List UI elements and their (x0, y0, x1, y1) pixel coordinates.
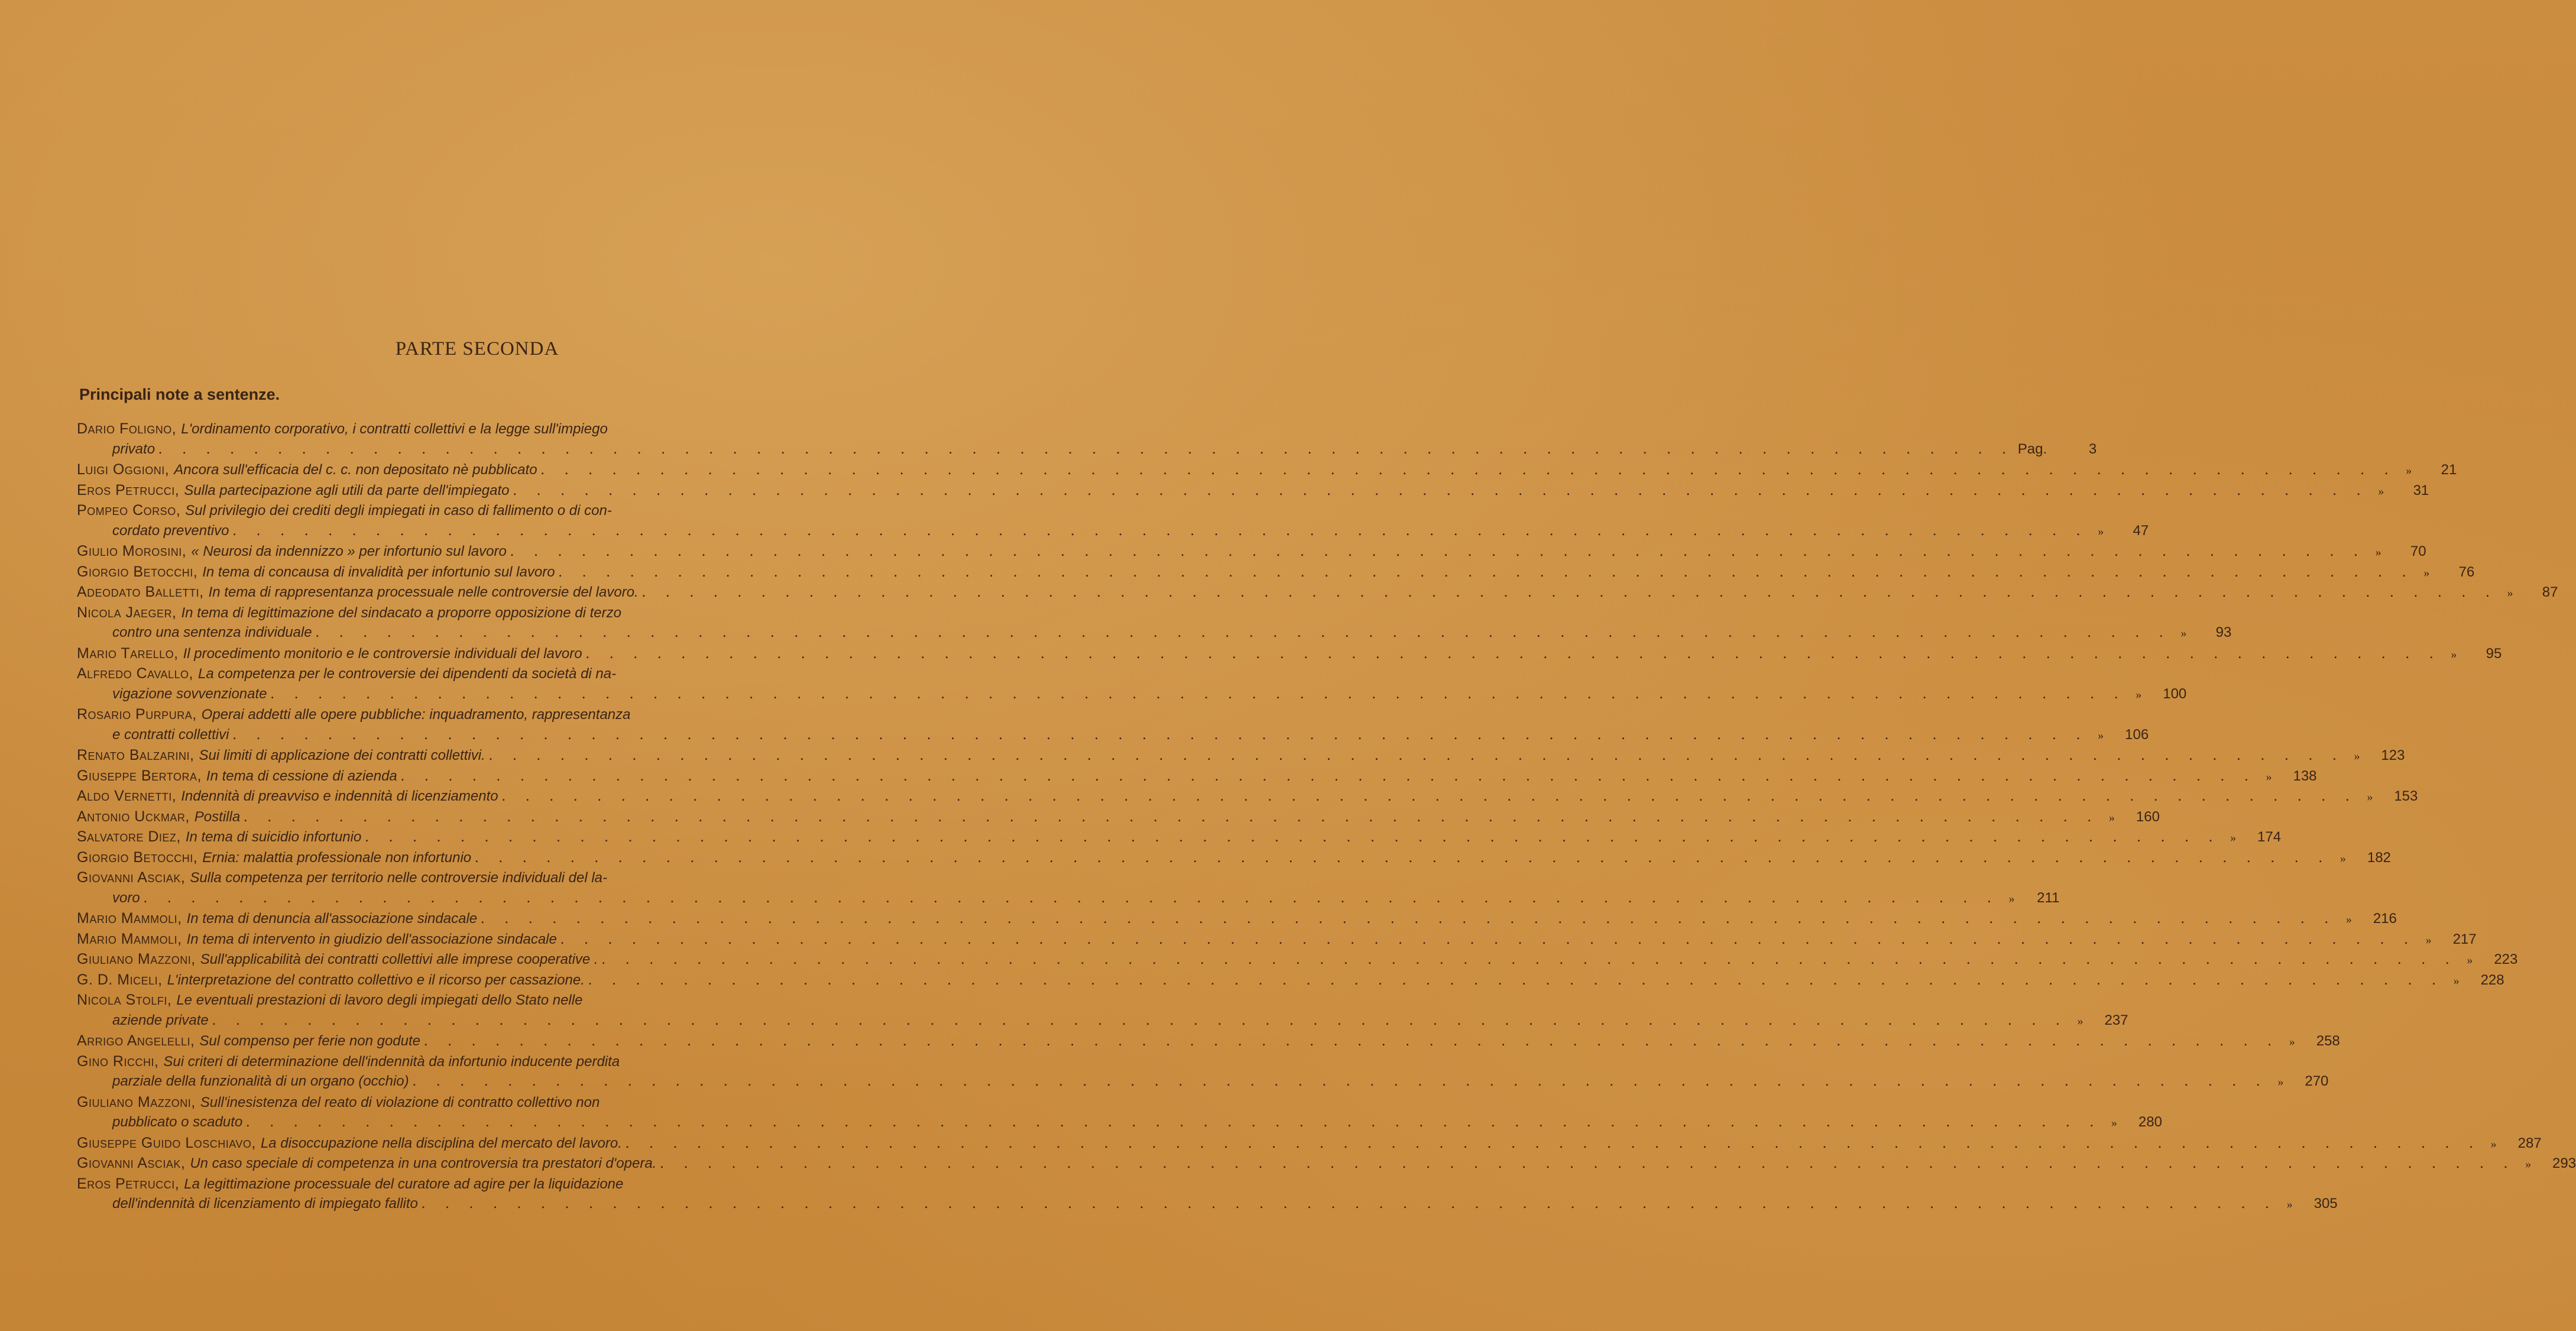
toc-title: dell'indennità di licenziamento di impiegato fallito (112, 1196, 418, 1212)
toc-entry-continuation-line (77, 888, 2060, 909)
toc-page-number: 70 (2410, 543, 2426, 559)
ditto-mark: » (2286, 1198, 2293, 1211)
toc-author: Aldo Vernetti, (77, 788, 177, 804)
dot-leader (212, 1011, 2068, 1031)
toc-title: aziende private (112, 1012, 209, 1028)
toc-title: Sui criteri di determinazione dell'indennità da infortunio inducente perdita (163, 1053, 620, 1070)
toc-title: Sul privilegio dei crediti degli impiegati in caso di fallimento o di con- (185, 503, 612, 519)
page-label: Pag. (2017, 441, 2047, 457)
ditto-mark: » (2467, 954, 2473, 967)
dot-leader (560, 930, 2416, 950)
toc-entry (77, 786, 2418, 807)
toc-entry (77, 1133, 2542, 1154)
toc-author: Renato Balzarini, (77, 747, 195, 763)
dot-leader (481, 909, 2337, 930)
toc-entry-first-line (77, 459, 2457, 480)
toc-title: voro (112, 889, 140, 906)
toc-entry (77, 1051, 2329, 1092)
toc-entry (77, 766, 2317, 786)
toc-entry-first-line (77, 949, 2518, 970)
ditto-mark: » (2111, 1116, 2117, 1129)
dot-leader (588, 970, 2444, 991)
dot-leader (510, 542, 2366, 562)
toc-author: Adeodato Balletti, (77, 584, 204, 600)
toc-page-number: 76 (2458, 564, 2475, 580)
toc-entry-continuation-line (77, 1112, 2162, 1133)
toc-entry-first-line (77, 970, 2504, 990)
toc-author: Eros Petrucci, (77, 481, 180, 498)
toc-title: Sui limiti di applicazione dei contratti collettivi. (199, 747, 485, 763)
table-of-contents (77, 419, 2576, 1215)
ditto-mark: » (2340, 851, 2346, 865)
ditto-mark: » (2367, 791, 2373, 804)
toc-title: In tema di intervento in giudizio dell'associazione sindacale (186, 931, 557, 947)
dot-leader (586, 644, 2442, 665)
toc-entry (77, 1031, 2340, 1051)
dot-leader (246, 1112, 2102, 1133)
dot-leader (244, 807, 2099, 828)
toc-page-number: 305 (2313, 1196, 2338, 1212)
toc-entry-first-line (77, 1031, 2340, 1051)
toc-author: Alfredo Cavallo, (77, 665, 193, 682)
toc-entry (77, 1092, 2162, 1133)
ditto-mark: » (2425, 933, 2432, 947)
toc-title: Sulla partecipazione agli utili da parte dell'impiegato (184, 482, 510, 498)
toc-page-number: 106 (2125, 726, 2149, 743)
ditto-mark: » (2136, 688, 2142, 701)
toc-entry-first-line (77, 582, 2558, 603)
toc-author: Giulio Morosini, (77, 543, 187, 559)
toc-entry-first-line (77, 1092, 845, 1113)
toc-entry-first-line (77, 704, 845, 725)
ditto-mark: » (2098, 524, 2104, 538)
ditto-mark: » (2453, 974, 2460, 987)
toc-author: Dario Foligno, (77, 420, 177, 437)
toc-author: Nicola Jaeger, (77, 604, 177, 621)
toc-page-number: 211 (2037, 889, 2060, 906)
toc-entry-first-line (77, 827, 2282, 847)
toc-page-number: 31 (2413, 482, 2429, 498)
toc-entry-first-line (77, 541, 2426, 562)
toc-entry-first-line (77, 867, 845, 888)
toc-author: Giuseppe Guido Loschiavo, (77, 1134, 256, 1151)
ditto-mark: » (2375, 546, 2381, 559)
toc-author: Luigi Oggioni, (77, 461, 170, 478)
toc-title: Sull'applicabilità dei contratti collettivi alle imprese cooperative . (200, 951, 598, 967)
part-title: PARTE SECONDA (395, 338, 559, 360)
ditto-mark: » (2378, 484, 2384, 498)
ditto-mark: » (2077, 1014, 2084, 1028)
toc-entry-first-line (77, 908, 2397, 929)
toc-author: Gino Ricchi, (77, 1053, 159, 1070)
toc-entry-first-line (77, 663, 845, 684)
toc-title: vigazione sovvenzionate (112, 685, 267, 702)
toc-entry (77, 929, 2477, 950)
toc-entry (77, 1153, 2576, 1174)
toc-title: Un caso speciale di competenza in una controversia tra prestatori d'opera. (190, 1155, 657, 1171)
ditto-mark: » (2525, 1158, 2532, 1171)
toc-entry (77, 582, 2558, 603)
dot-leader (401, 766, 2257, 787)
toc-title: L'ordinamento corporativo, i contratti collettivi e la legge sull'impiego (181, 421, 608, 437)
toc-author: Giuliano Mazzoni, (77, 951, 196, 967)
ditto-mark: » (2406, 464, 2412, 477)
dot-leader (158, 439, 2014, 460)
dot-leader (232, 725, 2088, 746)
toc-page-number: 3 (2088, 441, 2097, 457)
toc-entry-first-line (77, 766, 2317, 786)
toc-author: Giuliano Mazzoni, (77, 1093, 196, 1110)
toc-page-number: 123 (2381, 747, 2405, 763)
toc-entry (77, 603, 2232, 643)
toc-entry-first-line (77, 1153, 2576, 1174)
ditto-mark: » (2008, 892, 2015, 905)
toc-author: Giovanni Asciak, (77, 869, 186, 886)
toc-page-number: 228 (2480, 971, 2504, 988)
toc-entry-first-line (77, 990, 845, 1011)
toc-author: Mario Mammoli, (77, 930, 182, 947)
toc-title: Le eventuali prestazioni di lavoro degli impiegati dello Stato nelle (176, 992, 583, 1008)
toc-author: Giovanni Asciak, (77, 1155, 186, 1171)
ditto-mark: » (2423, 566, 2430, 579)
toc-author: Giorgio Betocchi, (77, 849, 198, 866)
toc-page-number: 287 (2517, 1135, 2542, 1151)
toc-entry-first-line (77, 847, 2391, 868)
ditto-mark: » (2490, 1137, 2497, 1151)
ditto-mark: » (2451, 647, 2457, 661)
toc-author: Arrigo Angelelli, (77, 1032, 195, 1049)
toc-entry-first-line (77, 1051, 845, 1072)
toc-entry-first-line (77, 480, 2429, 501)
toc-author: Nicola Stolfi, (77, 992, 172, 1008)
toc-entry-first-line (77, 562, 2475, 582)
toc-author: Mario Mammoli, (77, 910, 182, 927)
toc-page-number: 182 (2367, 849, 2391, 866)
toc-author: Mario Tarello, (77, 645, 179, 662)
toc-author: Eros Petrucci, (77, 1175, 180, 1192)
toc-page-number: 237 (2104, 1012, 2128, 1028)
toc-page-number: 138 (2293, 767, 2317, 784)
dot-leader (144, 888, 2000, 909)
toc-page-number: 87 (2542, 584, 2558, 600)
dot-leader (559, 562, 2415, 583)
toc-entry-first-line (77, 643, 2502, 664)
toc-entry (77, 949, 2518, 970)
dot-leader (424, 1031, 2280, 1052)
toc-title: pubblicato o scaduto (112, 1114, 243, 1130)
toc-author: Rosario Purpura, (77, 706, 197, 723)
toc-author: G. D. Miceli, (77, 971, 163, 988)
ditto-mark: » (2180, 627, 2187, 640)
ditto-mark: » (2098, 728, 2104, 742)
toc-entry-first-line (77, 419, 845, 439)
toc-page-number: 95 (2486, 645, 2502, 662)
ditto-mark: » (2345, 913, 2352, 926)
toc-entry-first-line (77, 1174, 845, 1194)
toc-title: In tema di legittimazione del sindacato a proporre opposizione di terzo (181, 604, 621, 621)
toc-page-number: 216 (2373, 911, 2397, 927)
dot-leader (513, 481, 2369, 501)
toc-entry-first-line (77, 786, 2418, 807)
toc-entry (77, 745, 2405, 766)
toc-page-number: 153 (2394, 788, 2418, 804)
toc-entry-continuation-line (77, 521, 2149, 542)
toc-author: Salvatore Diez, (77, 828, 181, 845)
toc-entry (77, 419, 2097, 459)
toc-entry (77, 970, 2504, 990)
toc-entry-continuation-line (77, 1194, 2338, 1215)
dot-leader (422, 1194, 2277, 1215)
toc-entry (77, 908, 2397, 929)
dot-leader (232, 521, 2088, 542)
toc-title: privato (112, 441, 155, 457)
toc-entry-first-line (77, 745, 2405, 766)
toc-author: Antonio Uckmar, (77, 808, 190, 825)
dot-leader (413, 1071, 2269, 1092)
toc-title: Ernia: malattia professionale non infortunio (202, 849, 472, 866)
ditto-mark: » (2108, 811, 2115, 824)
toc-title: La legittimazione processuale del curatore ad agire per la liquidazione (184, 1175, 624, 1192)
toc-entry-first-line (77, 500, 845, 521)
ditto-mark: » (2266, 770, 2272, 783)
dot-leader (489, 746, 2345, 766)
ditto-mark: » (2289, 1035, 2295, 1048)
toc-entry (77, 807, 2160, 827)
toc-title: In tema di suicidio infortunio (185, 829, 362, 845)
toc-title: contro una sentenza individuale (112, 624, 312, 640)
toc-page-number: 223 (2494, 951, 2518, 967)
toc-author: Giuseppe Bertora, (77, 767, 202, 784)
toc-entry (77, 704, 2149, 745)
toc-entry-continuation-line (77, 684, 2187, 705)
toc-entry (77, 480, 2429, 501)
toc-entry-continuation-line (77, 725, 2149, 746)
toc-entry-first-line (77, 807, 2160, 827)
dot-leader (660, 1154, 2516, 1174)
toc-entry (77, 643, 2502, 664)
dot-leader (271, 684, 2127, 705)
toc-page-number: 47 (2133, 522, 2149, 539)
toc-author: Giorgio Betocchi, (77, 563, 198, 580)
dot-leader (541, 460, 2397, 481)
toc-title: In tema di cessione di azienda (206, 767, 397, 784)
toc-title: e contratti collettivi (112, 726, 229, 743)
toc-title: Indennità di preavviso e indennità di licenziamento (181, 788, 498, 804)
toc-page-number: 93 (2215, 624, 2232, 640)
toc-entry-continuation-line (77, 439, 2097, 460)
toc-title: Ancora sull'efficacia del c. c. non depositato nè pubblicato (174, 462, 537, 478)
dot-leader (642, 582, 2498, 603)
toc-entry (77, 541, 2426, 562)
toc-title: In tema di rappresentanza processuale nelle controversie del lavoro. (208, 584, 639, 600)
toc-entry (77, 867, 2060, 908)
toc-entry-continuation-line (77, 623, 2232, 643)
toc-title: Sull'inesistenza del reato di violazione di contratto collettivo non (200, 1094, 600, 1110)
toc-entry (77, 500, 2149, 541)
toc-page-number: 100 (2163, 685, 2187, 702)
toc-entry (77, 827, 2282, 847)
toc-title: In tema di denuncia all'associazione sindacale (186, 911, 478, 927)
dot-leader (365, 827, 2221, 848)
toc-entry (77, 663, 2187, 704)
toc-entry-first-line (77, 603, 845, 623)
toc-title: parziale della funzionalità di un organo (occhio) (112, 1073, 409, 1089)
toc-title: Postilla (194, 808, 241, 825)
toc-entry (77, 459, 2457, 480)
toc-page-number: 293 (2552, 1155, 2576, 1171)
toc-title: cordato preventivo (112, 522, 229, 539)
toc-page-number: 280 (2138, 1114, 2162, 1130)
toc-title: Il procedimento monitorio e le controversie individuali del lavoro (183, 645, 582, 662)
toc-title: L'interpretazione del contratto collettivo e il ricorso per cassazione. (167, 971, 585, 988)
ditto-mark: » (2277, 1076, 2284, 1089)
toc-page-number: 174 (2257, 829, 2282, 845)
dot-leader (626, 1134, 2481, 1154)
toc-entry (77, 990, 2128, 1031)
toc-page-number: 21 (2441, 462, 2457, 478)
toc-title: Operai addetti alle opere pubbliche: inquadramento, rappresentanza (201, 707, 631, 723)
toc-title: La disoccupazione nella disciplina del mercato del lavoro. (260, 1135, 622, 1151)
toc-page-number: 160 (2136, 808, 2160, 825)
toc-entry (77, 847, 2391, 868)
ditto-mark: » (2354, 750, 2360, 763)
toc-entry (77, 1174, 2338, 1215)
toc-page-number: 217 (2452, 931, 2477, 947)
ditto-mark: » (2507, 587, 2513, 600)
dot-leader (475, 848, 2331, 869)
toc-title: Sul compenso per ferie non godute (199, 1033, 421, 1049)
ditto-mark: » (2230, 831, 2237, 844)
toc-entry-first-line (77, 929, 2477, 950)
toc-entry-continuation-line (77, 1011, 2128, 1031)
dot-leader (602, 950, 2458, 970)
toc-page-number: 270 (2305, 1073, 2329, 1089)
toc-entry (77, 562, 2475, 582)
dot-leader (502, 786, 2358, 807)
toc-page-number: 258 (2316, 1033, 2340, 1049)
section-heading: Principali note a sentenze. (79, 386, 280, 403)
dot-leader (316, 623, 2172, 643)
toc-title: « Neurosi da indennizzo » per infortunio sul lavoro (191, 543, 507, 559)
toc-title: La competenza per le controversie dei dipendenti da società di na- (198, 666, 617, 682)
toc-title: Sulla competenza per territorio nelle controversie individuali del la- (190, 870, 608, 886)
toc-entry-continuation-line (77, 1071, 2329, 1092)
toc-author: Pompeo Corso, (77, 502, 181, 519)
toc-title: In tema di concausa di invalidità per infortunio sul lavoro (202, 564, 555, 580)
toc-entry-first-line (77, 1133, 2542, 1154)
